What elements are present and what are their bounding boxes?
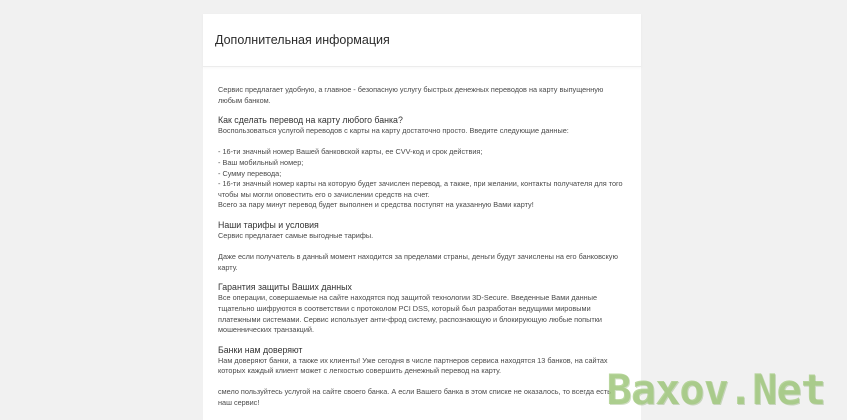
how-lead: Воспользоваться услугой переводов с карты на карту достаточно просто. Введите следующие данные: bbox=[218, 126, 569, 136]
how-outro: Всего за пару минут перевод будет выполнен и средства поступят на указанную Вами карту! bbox=[218, 200, 534, 210]
card-title: Дополнительная информация bbox=[215, 33, 390, 47]
info-card bbox=[203, 14, 641, 420]
banks-paragraph-1: Нам доверяют банки, а также их клиенты! Уже сегодня в числе партнеров сервиса находятся 13 банков, на сайтах которых каждый клиент может с легкостью совершить денежный перевод на карту. bbox=[218, 355, 608, 376]
spacer bbox=[218, 377, 625, 388]
security-paragraph: Все операции, совершаемые на сайте находятся под защитой технологии 3D-Secure. Введенные Вами данные тщательно шифруются в соответствии с протоколом PCI DSS, который был разработан ведущими мировыми платежными системами. Сервис использует анти-фрод систему, распознающую и блокирующую любые попытки мошеннических транзакций. bbox=[218, 293, 602, 335]
how-heading: Как сделать перевод на карту любого банка? bbox=[218, 115, 403, 126]
tariffs-paragraph-2: Даже если получатель в данный момент находится за пределами страны, деньги будут зачислены на его банковскую карту. bbox=[218, 252, 618, 272]
list-item: - Сумму перевода; bbox=[218, 168, 282, 178]
banks-heading: Банки нам доверяют bbox=[218, 344, 303, 355]
banks-paragraph-2: смело пользуйтесь услугой на сайте своего банка. А если Вашего банка в этом списке не оказалось, то всегда есть наш сервис! bbox=[218, 387, 611, 408]
list-item: - 16-ти значный номер Вашей банковской карты, ее CVV-код и срок действия; bbox=[218, 147, 483, 157]
security-heading: Гарантия защиты Ваших данных bbox=[218, 282, 352, 293]
card-body bbox=[203, 67, 641, 409]
list-item: - 16-ти значный номер карты на которую будет зачислен перевод, а также, при желании, контакты получателя для того чтобы мы могли оповестить его о зачислении средств на счет. bbox=[218, 179, 623, 199]
list-item: - Ваш мобильный номер; bbox=[218, 157, 304, 167]
spacer bbox=[218, 137, 625, 148]
tariffs-heading: Наши тарифы и условия bbox=[218, 219, 319, 230]
spacer bbox=[218, 242, 625, 253]
card-header bbox=[203, 14, 641, 67]
tariffs-paragraph-1: Сервис предлагает самые выгодные тарифы. bbox=[218, 230, 374, 240]
intro-paragraph: Сервис предлагает удобную, а главное - безопасную услугу быстрых денежных переводов на карту выпущенную любым банком. bbox=[218, 85, 604, 105]
site-watermark: Baxov.Net bbox=[606, 365, 825, 414]
